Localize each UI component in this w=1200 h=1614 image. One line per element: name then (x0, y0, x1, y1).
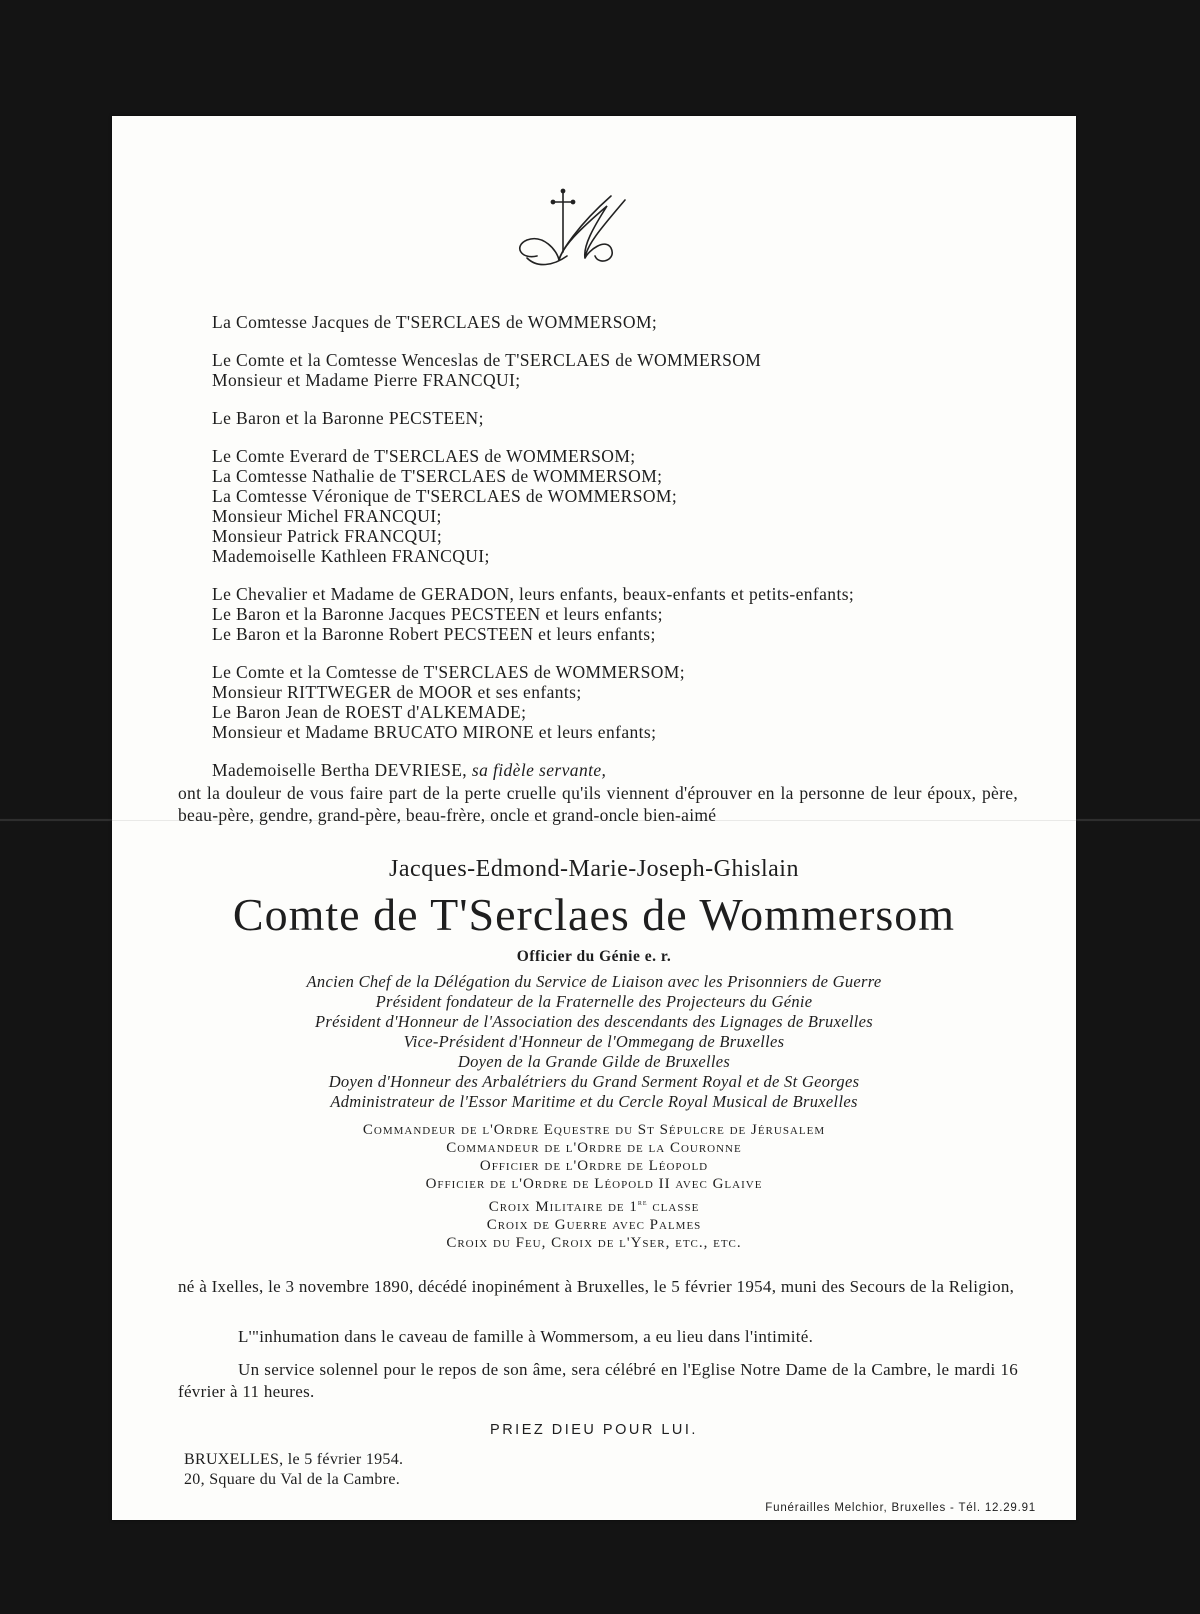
order-line: Croix du Feu, Croix de l'Yser, etc., etc. (446, 1235, 742, 1251)
family-line: La Comtesse Jacques de T'SERCLAES de WOMMERSOM; (212, 312, 658, 332)
place-date: BRUXELLES, le 5 février 1954. (184, 1451, 404, 1468)
funeral-notice-card (112, 116, 1076, 1520)
title-line: Président d'Honneur de l'Association des descendants des Lignages de Bruxelles (315, 1012, 873, 1031)
family-line: Le Comte et la Comtesse Wenceslas de T'SERCLAES de WOMMERSOM (212, 350, 762, 370)
croix-militaire-class: classe (647, 1199, 700, 1215)
deceased-given-names: Jacques-Edmond-Marie-Joseph-Ghislain (389, 856, 799, 882)
title-line: Ancien Chef de la Délégation du Service de Liaison avec les Prisonniers de Guerre (306, 972, 882, 991)
servant-role: sa fidèle servante, (471, 760, 607, 780)
cross-monogram-icon (507, 186, 637, 291)
family-line: Le Chevalier et Madame de GERADON, leurs enfants, beaux-enfants et petits-enfants; (212, 584, 855, 604)
family-line: La Comtesse Nathalie de T'SERCLAES de WOMMERSOM; (212, 466, 663, 486)
service-paragraph: Un service solennel pour le repos de son âme, sera célébré en l'Eglise Notre Dame de la Cambre, le mardi 16 février à 11 heures. (178, 1360, 1018, 1401)
family-group (212, 662, 854, 742)
family-group (212, 312, 854, 332)
croix-militaire-sup: re (637, 1197, 648, 1207)
family-line: Le Comte Everard de T'SERCLAES de WOMMERSOM; (212, 446, 636, 466)
order-line: Commandeur de l'Ordre Equestre du St Sépulcre de Jérusalem (362, 1122, 826, 1138)
family-group (212, 446, 854, 566)
family-line: Monsieur Patrick FRANCQUI; (212, 526, 443, 546)
croix-militaire-text: Croix Militaire de 1 (488, 1199, 638, 1215)
deceased-name: Comte de T'Serclaes de Wommersom (232, 889, 956, 940)
title-line: Doyen d'Honneur des Arbalétriers du Grand Serment Royal et de St Georges (328, 1072, 860, 1091)
title-line: Doyen de la Grande Gilde de Bruxelles (457, 1052, 731, 1071)
family-group (212, 584, 854, 644)
family-line: Monsieur RITTWEGER de MOOR et ses enfants; (212, 682, 582, 702)
servant-name: Mademoiselle Bertha DEVRIESE, (212, 760, 468, 780)
family-line: Monsieur Michel FRANCQUI; (212, 506, 442, 526)
announcement-intro: ont la douleur de vous faire part de la perte cruelle qu'ils viennent d'éprouver en la personne de leur époux, père, beau-père, gendre, grand-père, beau-frère, oncle et grand-oncle bien-aimé (178, 783, 1018, 825)
family-line: Le Baron et la Baronne Robert PECSTEEN et leurs enfants; (212, 624, 656, 644)
family-group (212, 408, 854, 428)
family-line: Le Baron et la Baronne Jacques PECSTEEN et leurs enfants; (212, 604, 663, 624)
order-line-croix-militaire (112, 1193, 1076, 1216)
address: 20, Square du Val de la Cambre. (184, 1471, 401, 1488)
family-line: Monsieur et Madame BRUCATO MIRONE et leurs enfants; (212, 722, 657, 742)
orders-list (112, 1121, 1076, 1252)
family-list (212, 312, 854, 798)
titles-list (112, 972, 1076, 1112)
birth-death-paragraph: né à Ixelles, le 3 novembre 1890, décédé inopinément à Bruxelles, le 5 février 1954, muni des Secours de la Religion, (178, 1277, 1015, 1296)
family-line: Mademoiselle Kathleen FRANCQUI; (212, 546, 490, 566)
family-line: Le Comte et la Comtesse de T'SERCLAES de WOMMERSOM; (212, 662, 686, 682)
family-line: Le Baron et la Baronne PECSTEEN; (212, 408, 484, 428)
order-line: Croix de Guerre avec Palmes (486, 1217, 702, 1233)
order-line: Officier de l'Ordre de Léopold II avec Glaive (425, 1176, 763, 1192)
family-line: Monsieur et Madame Pierre FRANCQUI; (212, 370, 521, 390)
title-line: Administrateur de l'Essor Maritime et du Cercle Royal Musical de Bruxelles (330, 1092, 858, 1111)
family-group (212, 350, 854, 390)
burial-paragraph: L'"inhumation dans le caveau de famille à Wommersom, a eu lieu dans l'intimité. (238, 1327, 814, 1346)
deceased-rank: Officier du Génie e. r. (516, 948, 672, 965)
order-line: Commandeur de l'Ordre de la Couronne (446, 1140, 742, 1156)
servant-line (212, 760, 854, 780)
title-line: Vice-Président d'Honneur de l'Ommegang de Bruxelles (403, 1032, 785, 1051)
family-line: Le Baron Jean de ROEST d'ALKEMADE; (212, 702, 527, 722)
family-line: La Comtesse Véronique de T'SERCLAES de WOMMERSOM; (212, 486, 678, 506)
title-line: Président fondateur de la Fraternelle des Projecteurs du Génie (375, 992, 813, 1011)
order-line: Officier de l'Ordre de Léopold (479, 1158, 709, 1174)
place-date-block (184, 1450, 403, 1490)
prayer-line: PRIEZ DIEU POUR LUI. (490, 1422, 698, 1438)
printer-credit: Funérailles Melchior, Bruxelles - Tél. 12.29.91 (765, 1502, 1036, 1514)
